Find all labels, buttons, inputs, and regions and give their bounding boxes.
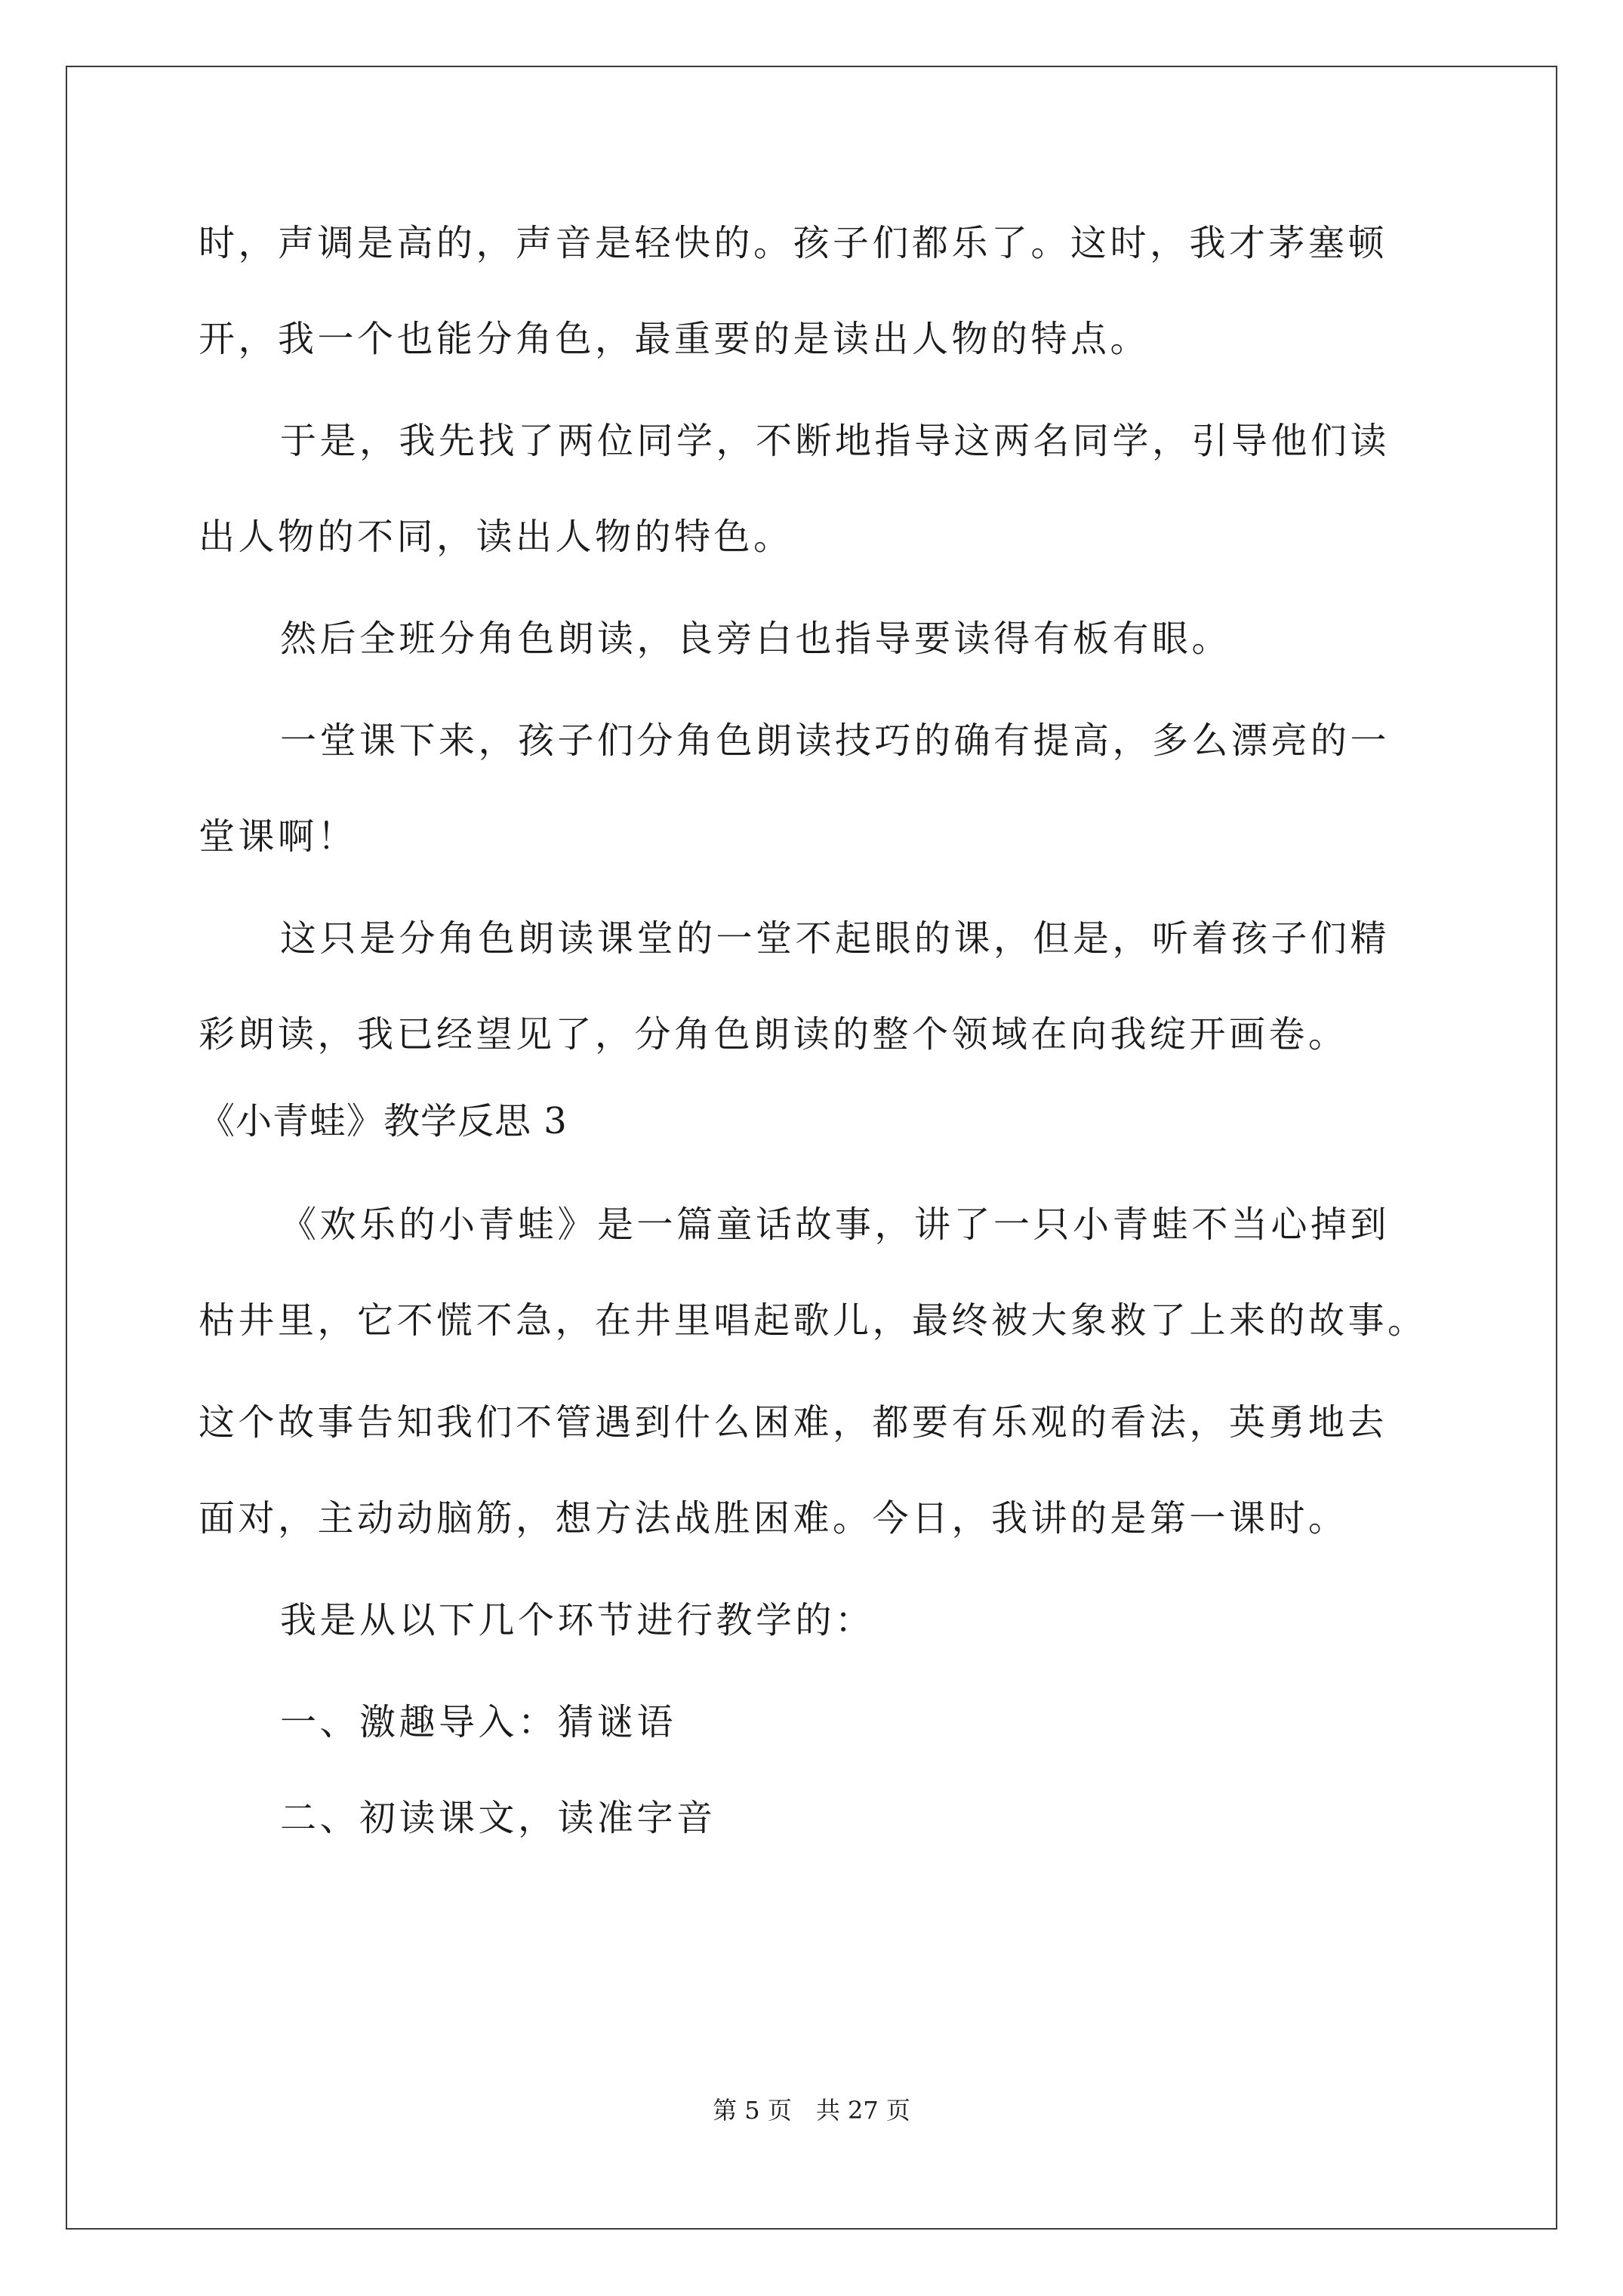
text-line: 于是，我先找了两位同学，不断地指导这两名同学，引导他们读 (280, 420, 1390, 462)
text-line: 枯井里，它不慌不急，在井里唱起歌儿，最终被大象救了上来的故事。 (199, 1299, 1427, 1342)
text-line: 堂课啊！ (199, 815, 358, 858)
text-line: 开，我一个也能分角色，最重要的是读出人物的特点。 (199, 318, 1150, 360)
text-line: 出人物的不同，读出人物的特色。 (199, 516, 793, 558)
text-line: 彩朗读，我已经望见了，分角色朗读的整个领域在向我绽开画卷。 (199, 1013, 1348, 1056)
text-line: 这个故事告知我们不管遇到什么困难，都要有乐观的看法，英勇地去 (199, 1401, 1388, 1444)
text-line: 然后全班分角色朗读，良旁白也指导要读得有板有眼。 (280, 618, 1232, 660)
text-line: 一、激趣导入：猜谜语 (280, 1701, 677, 1743)
text-line: 一堂课下来，孩子们分角色朗读技巧的确有提高，多么漂亮的一 (280, 720, 1390, 762)
text-line: 《欢乐的小青蛙》是一篇童话故事，讲了一只小青蛙不当心掉到 (280, 1203, 1390, 1246)
text-line: 二、初读课文，读准字音 (280, 1797, 716, 1839)
page-border (66, 66, 1557, 2230)
page-number: 第 5 页 共 27 页 (713, 2096, 910, 2125)
text-line: 时，声调是高的，声音是轻快的。孩子们都乐了。这时，我才茅塞顿 (199, 222, 1388, 264)
text-line: 面对，主动动脑筋，想方法战胜困难。今日，我讲的是第一课时。 (199, 1497, 1348, 1539)
text-line: 我是从以下几个环节进行教学的： (280, 1599, 875, 1641)
section-heading: 《小青蛙》教学反思 3 (199, 1100, 568, 1142)
text-line: 这只是分角色朗读课堂的一堂不起眼的课，但是，听着孩子们精 (280, 917, 1390, 960)
